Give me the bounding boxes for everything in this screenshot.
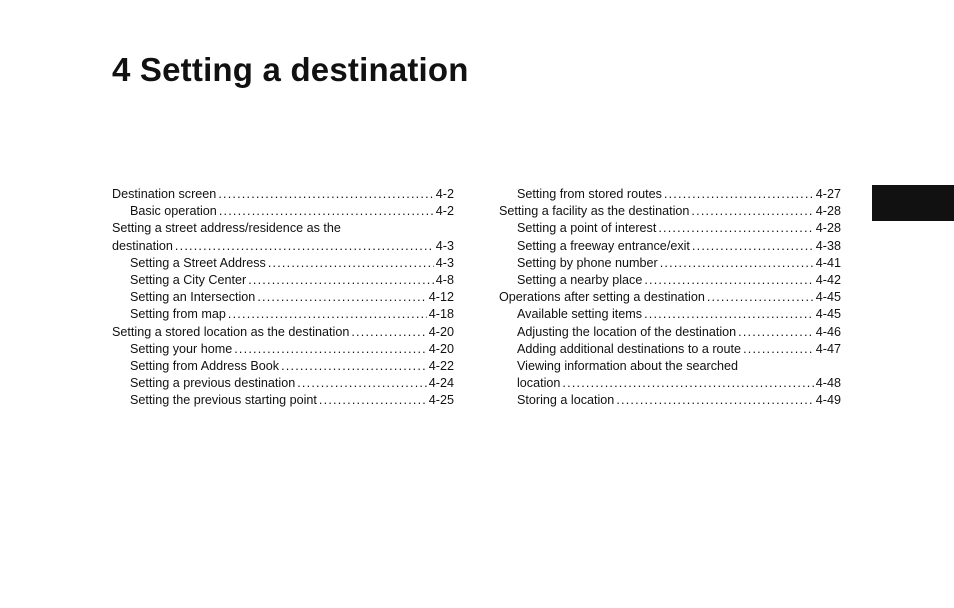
toc-entry-text: Basic operation xyxy=(130,204,217,219)
toc-entry-text: Adding additional destinations to a route xyxy=(517,341,742,356)
toc-entry[interactable] xyxy=(499,203,841,220)
toc-page-number: 4-25 xyxy=(428,393,454,408)
toc-page-number: 4-3 xyxy=(435,238,454,253)
toc-leader-dots xyxy=(644,272,813,289)
toc-page-number: 4-18 xyxy=(428,307,454,322)
toc-entry-text: Setting a City Center xyxy=(130,273,247,288)
toc-leader-dots xyxy=(692,238,814,255)
toc-leader-dots xyxy=(743,341,814,358)
toc-page-number: 4-20 xyxy=(428,341,454,356)
toc-entry-text: Setting from map xyxy=(130,307,226,322)
toc-subentry[interactable] xyxy=(112,255,454,272)
toc-subentry[interactable] xyxy=(499,272,841,289)
toc-page-number: 4-45 xyxy=(815,307,841,322)
toc-leader-dots xyxy=(228,306,427,323)
toc-entry-text: Setting a point of interest xyxy=(517,221,657,236)
toc-page-number: 4-38 xyxy=(815,238,841,253)
toc-subentry[interactable] xyxy=(499,358,841,392)
toc-page-number: 4-28 xyxy=(815,221,841,236)
toc-entry[interactable] xyxy=(112,220,454,254)
toc-leader-dots xyxy=(658,220,813,237)
toc-subentry[interactable] xyxy=(112,203,454,220)
toc-subentry[interactable] xyxy=(499,324,841,341)
toc-page-number: 4-41 xyxy=(815,255,841,270)
toc-subentry[interactable] xyxy=(499,220,841,237)
toc-subentry[interactable] xyxy=(112,289,454,306)
toc-entry-text: Setting an Intersection xyxy=(130,290,256,305)
toc-entry-text: Setting a nearby place xyxy=(517,273,643,288)
toc-page-number: 4-24 xyxy=(428,376,454,391)
toc-subentry[interactable] xyxy=(499,255,841,272)
toc-page-number: 4-27 xyxy=(815,187,841,201)
toc-subentry[interactable] xyxy=(499,392,841,409)
chapter-thumb-tab xyxy=(872,185,954,221)
toc-leader-dots xyxy=(644,306,814,323)
toc-entry-text: Setting by phone number xyxy=(517,255,658,270)
chapter-title: 4 Setting a destination xyxy=(112,51,469,88)
toc-page-number: 4-3 xyxy=(435,255,454,270)
toc-entry-text: Setting your home xyxy=(130,341,233,356)
toc-entry-text: destination xyxy=(112,238,173,253)
toc-entry-text: Setting from Address Book xyxy=(130,359,280,374)
toc-subentry[interactable] xyxy=(112,392,454,409)
toc-page-number: 4-28 xyxy=(815,204,841,219)
toc-entry-text: Setting a freeway entrance/exit xyxy=(517,238,690,253)
toc-subentry[interactable] xyxy=(499,341,841,358)
toc-leader-dots xyxy=(319,392,427,409)
toc-page-number: 4-2 xyxy=(435,204,454,219)
toc-subentry[interactable] xyxy=(499,186,841,203)
toc-subentry[interactable] xyxy=(499,238,841,255)
toc-page-number: 4-48 xyxy=(815,376,841,391)
toc-entry-text: location xyxy=(517,376,561,391)
toc-entry-text: Setting the previous starting point xyxy=(130,393,317,408)
toc-right-column xyxy=(499,186,841,410)
toc-page-number: 4-46 xyxy=(815,324,841,339)
toc-leader-dots xyxy=(664,186,814,203)
toc-left-column xyxy=(112,186,454,410)
toc-page-number: 4-22 xyxy=(428,359,454,374)
toc-entry-text: Adjusting the location of the destination xyxy=(517,324,737,339)
toc-leader-dots xyxy=(691,203,813,220)
toc-entry[interactable] xyxy=(112,324,454,341)
toc-entry-text: Operations after setting a destination xyxy=(499,290,705,305)
toc-leader-dots xyxy=(248,272,434,289)
toc-leader-dots xyxy=(218,186,433,203)
toc-leader-dots xyxy=(297,375,427,392)
toc-leader-dots xyxy=(351,324,426,341)
toc-subentry[interactable] xyxy=(112,272,454,289)
toc-page-number: 4-42 xyxy=(815,273,841,288)
toc-entry-text: Destination screen xyxy=(112,187,217,201)
toc-leader-dots xyxy=(234,341,427,358)
toc-entry-text-line1: Setting a street address/residence as the xyxy=(112,221,341,236)
toc-leader-dots xyxy=(616,392,813,409)
toc-page-number: 4-2 xyxy=(435,187,454,201)
toc-leader-dots xyxy=(707,289,814,306)
toc-leader-dots xyxy=(219,203,434,220)
toc-subentry[interactable] xyxy=(112,358,454,375)
toc-entry[interactable] xyxy=(499,289,841,306)
toc-leader-dots xyxy=(281,358,427,375)
toc-leader-dots xyxy=(175,238,434,255)
toc-page-number: 4-12 xyxy=(428,290,454,305)
toc-entry-text: Setting a Street Address xyxy=(130,255,266,270)
toc-page-number: 4-20 xyxy=(428,324,454,339)
toc-entry[interactable] xyxy=(112,186,454,203)
toc-subentry[interactable] xyxy=(112,306,454,323)
toc-page-number: 4-45 xyxy=(815,290,841,305)
toc-leader-dots xyxy=(562,375,813,392)
toc-leader-dots xyxy=(738,324,814,341)
toc-leader-dots xyxy=(660,255,814,272)
toc-subentry[interactable] xyxy=(499,306,841,323)
toc-entry-text: Setting from stored routes xyxy=(517,187,662,201)
toc-subentry[interactable] xyxy=(112,341,454,358)
toc-leader-dots xyxy=(268,255,434,272)
toc-subentry[interactable] xyxy=(112,375,454,392)
toc-entry-text: Setting a stored location as the destination xyxy=(112,324,350,339)
toc-page-number: 4-49 xyxy=(815,393,841,408)
toc-page-number: 4-47 xyxy=(815,341,841,356)
toc-entry-text-line1: Viewing information about the searched xyxy=(517,359,738,374)
toc-entry-text: Storing a location xyxy=(517,393,615,408)
toc-page-number: 4-8 xyxy=(435,273,454,288)
toc-entry-text: Available setting items xyxy=(517,307,643,322)
toc-leader-dots xyxy=(257,289,426,306)
toc-entry-text: Setting a facility as the destination xyxy=(499,204,690,219)
toc-entry-text: Setting a previous destination xyxy=(130,376,296,391)
